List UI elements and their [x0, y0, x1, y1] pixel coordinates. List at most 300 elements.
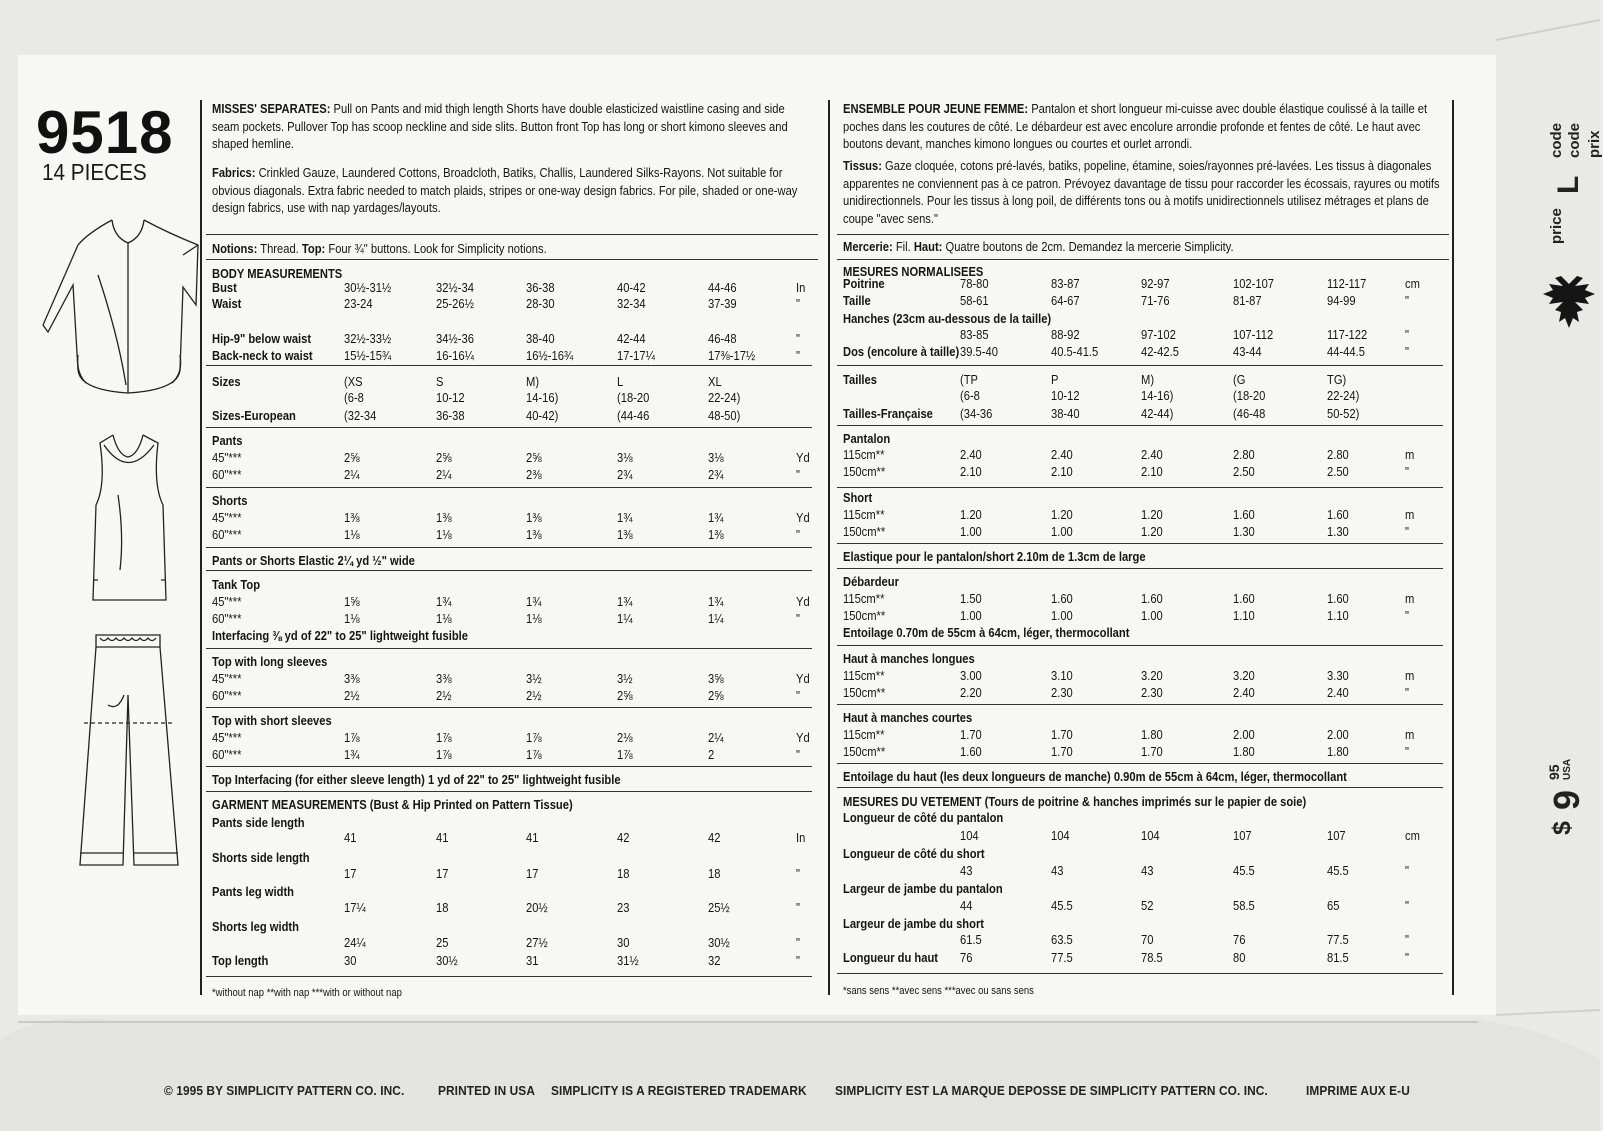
size-cell: 2.40 [1233, 685, 1255, 700]
size-cell: 1⅜ [526, 527, 542, 542]
size-cell: 1.70 [1051, 727, 1073, 742]
size-cell: 37-39 [708, 296, 737, 311]
footnote-en: *without nap **with nap ***with or without nap [212, 987, 402, 999]
size-cell: 81.5 [1327, 950, 1349, 965]
size-cell: 1.00 [960, 608, 982, 623]
size-cell: 1¼ [617, 611, 633, 626]
price-code-letter: L [1552, 175, 1585, 194]
size-cell: 42 [708, 830, 721, 845]
size-cell: 1.10 [1233, 608, 1255, 623]
garment-sketches [38, 215, 208, 895]
size-cell: 2½ [526, 688, 542, 703]
size-cell: 25 [436, 935, 449, 950]
english-panel [212, 0, 824, 1131]
size-cell: 88-92 [1051, 327, 1080, 342]
footer-printed: PRINTED IN USA [438, 1084, 536, 1098]
row-label: Débardeur [843, 574, 899, 589]
size-cell: 1.00 [1051, 524, 1073, 539]
size-cell: 1¾ [526, 594, 542, 609]
unit-cell: " [1405, 327, 1409, 342]
unit-cell: Yd [796, 671, 810, 686]
size-cell: 2⅝ [436, 450, 452, 465]
unit-cell: " [1405, 744, 1409, 759]
row-label: 150cm** [843, 685, 886, 700]
row-label: Haut à manches longues [843, 651, 975, 666]
size-cell: 42 [617, 830, 630, 845]
size-cell: 107 [1327, 828, 1346, 843]
row-label: 60"*** [212, 527, 242, 542]
row-separator [837, 365, 1443, 366]
size-cell: 32 [708, 953, 721, 968]
size-cell: 30½ [708, 935, 730, 950]
size-cell: 1.20 [1141, 507, 1163, 522]
unit-cell: m [1405, 668, 1415, 683]
size-cell: 71-76 [1141, 293, 1170, 308]
size-cell: 76 [1233, 932, 1246, 947]
size-cell: 104 [960, 828, 979, 843]
size-cell: 78-80 [960, 276, 989, 291]
notions-top-label: Haut: [913, 239, 943, 254]
size-cell: 1⅛ [436, 527, 452, 542]
size-cell: 1.70 [960, 727, 982, 742]
size-cell: 2½ [344, 688, 360, 703]
row-label: Longueur de côté du pantalon [843, 810, 1004, 825]
row-label: 60"*** [212, 688, 242, 703]
size-cell: 52 [1141, 898, 1154, 913]
row-separator [837, 543, 1443, 544]
size-cell: 38-40 [1051, 406, 1080, 421]
row-separator [206, 487, 812, 488]
row-label: 60"*** [212, 611, 242, 626]
size-cell: P [1051, 372, 1059, 387]
row-label: Pants leg width [212, 884, 294, 899]
row-label: Sizes-European [212, 408, 296, 423]
size-cell: M) [1141, 372, 1155, 387]
row-label: Shorts leg width [212, 919, 299, 934]
row-label: Shorts [212, 493, 248, 508]
unit-cell: " [796, 900, 800, 915]
size-cell: 2½ [436, 688, 452, 703]
size-cell: 3.30 [1327, 668, 1349, 683]
size-cell: 64-67 [1051, 293, 1080, 308]
size-cell: 44-46 [708, 280, 737, 295]
unit-cell: " [1405, 464, 1409, 479]
description-title: ENSEMBLE POUR JEUNE FEMME: [843, 101, 1029, 116]
notions-top-label: Top: [301, 241, 326, 256]
size-cell: 45.5 [1327, 863, 1349, 878]
size-cell: 30 [617, 935, 630, 950]
fabrics-body: Gaze cloquée, cotons pré-lavés, batiks, popeline, étamine, soies/rayonnes pré-lavées. Les tissus à diagonales apparentes ne conviennent pas à ce patron. Prévoyez davantage de tissu pour raccorder les écossais, rayures ou motifs unidirectionnels. Pour les tissus à long poil, de différents tons ou à motifs unidirectionnels utilisez métrages et plans de coupe "avec sens." [843, 158, 1440, 226]
row-separator [837, 568, 1443, 569]
size-cell: 1⅛ [344, 611, 360, 626]
size-cell: 31 [526, 953, 539, 968]
row-label: 45"*** [212, 450, 242, 465]
size-cell: 2¼ [344, 467, 360, 482]
size-cell: 1⅞ [526, 747, 542, 762]
size-cell: 2.80 [1233, 447, 1255, 462]
size-cell: 14-16) [526, 390, 559, 405]
size-cell: 81-87 [1233, 293, 1262, 308]
row-label: 150cm** [843, 744, 886, 759]
unit-cell: " [796, 688, 800, 703]
footer-imprime: IMPRIME AUX E-U [1306, 1084, 1410, 1098]
size-cell: 92-97 [1141, 276, 1170, 291]
size-cell: 43 [960, 863, 973, 878]
row-label: GARMENT MEASUREMENTS (Bust & Hip Printed on Pattern Tissue) [212, 797, 573, 812]
notions-top-body: Four ¾" buttons. Look for Simplicity notions. [325, 241, 547, 256]
size-cell: 28-30 [526, 296, 555, 311]
size-cell: S [436, 374, 444, 389]
size-cell: 30½-31½ [344, 280, 392, 295]
unit-cell: " [1405, 932, 1409, 947]
row-label: Tank Top [212, 577, 261, 592]
size-cell: 65 [1327, 898, 1340, 913]
unit-cell: In [796, 830, 806, 845]
size-cell: 2¾ [708, 467, 724, 482]
size-cell: 3.20 [1141, 668, 1163, 683]
prix-label: prix [1586, 130, 1603, 158]
size-cell: 102-107 [1233, 276, 1275, 291]
unit-cell: " [796, 527, 800, 542]
row-label: Top with long sleeves [212, 654, 328, 669]
size-cell: 25½ [708, 900, 730, 915]
row-label: 45"*** [212, 730, 242, 745]
size-cell: 1.80 [1141, 727, 1163, 742]
size-cell: 17-17¼ [617, 348, 655, 363]
size-cell: 3½ [526, 671, 542, 686]
french-panel [843, 0, 1448, 1131]
unit-cell: " [1405, 524, 1409, 539]
description-title: MISSES' SEPARATES: [212, 101, 331, 116]
description-fr [843, 100, 1442, 153]
tank-top-sketch [93, 435, 166, 600]
size-cell: 2.00 [1327, 727, 1349, 742]
size-cell: (34-36 [960, 406, 993, 421]
size-cell: 23-24 [344, 296, 373, 311]
size-cell: 94-99 [1327, 293, 1356, 308]
size-cell: (TP [960, 372, 979, 387]
size-cell: 46-48 [708, 331, 737, 346]
size-cell: 97-102 [1141, 327, 1176, 342]
unit-cell: " [1405, 898, 1409, 913]
size-cell: 44-44.5 [1327, 344, 1365, 359]
size-cell: 2.40 [960, 447, 982, 462]
row-label: Top length [212, 953, 269, 968]
notions-body: Fil. [892, 239, 914, 254]
unit-cell: " [1405, 685, 1409, 700]
size-cell: 1⅝ [344, 594, 360, 609]
size-cell: 42-42.5 [1141, 344, 1179, 359]
size-cell: 2⅛ [617, 730, 633, 745]
row-separator [837, 787, 1443, 788]
size-cell: 1.60 [1233, 591, 1255, 606]
size-cell: 1.70 [1141, 744, 1163, 759]
footnote-fr: *sans sens **avec sens ***avec ou sans sens [843, 985, 1034, 997]
unit-cell: " [796, 747, 800, 762]
size-cell: 14-16) [1141, 388, 1174, 403]
size-cell: 1⅛ [344, 527, 360, 542]
size-cell: 40.5-41.5 [1051, 344, 1099, 359]
row-label: 115cm** [843, 507, 885, 522]
size-cell: 17⅜-17½ [708, 348, 756, 363]
row-label: Haut à manches courtes [843, 710, 973, 725]
size-cell: 2.30 [1141, 685, 1163, 700]
row-label: Back-neck to waist [212, 348, 313, 363]
size-cell: (6-8 [960, 388, 980, 403]
unit-cell: Yd [796, 594, 810, 609]
row-label: 150cm** [843, 464, 886, 479]
size-cell: 83-85 [960, 327, 989, 342]
size-cell: 3½ [617, 671, 633, 686]
size-cell: 1.00 [1051, 608, 1073, 623]
size-cell: 2⅝ [617, 688, 633, 703]
row-label: Pants or Shorts Elastic 2¼ yd ½" wide [212, 553, 415, 568]
unit-cell: " [796, 866, 800, 881]
size-cell: 3.00 [960, 668, 982, 683]
unit-cell: " [1405, 863, 1409, 878]
row-separator [206, 365, 812, 366]
size-cell: 1.60 [1233, 507, 1255, 522]
row-separator [206, 648, 812, 649]
size-cell: 112-117 [1327, 276, 1367, 291]
row-separator [206, 570, 812, 571]
price-code-label: price [1548, 208, 1565, 244]
size-cell: 2.30 [1051, 685, 1073, 700]
size-cell: 15½-15¾ [344, 348, 392, 363]
size-cell: 1.70 [1051, 744, 1073, 759]
size-cell: 78.5 [1141, 950, 1163, 965]
row-label: Top with short sleeves [212, 713, 332, 728]
unit-cell: " [1405, 344, 1409, 359]
size-cell: 1⅛ [436, 611, 452, 626]
size-cell: 1.60 [1051, 591, 1073, 606]
row-label: 150cm** [843, 608, 886, 623]
size-cell: 2.20 [960, 685, 982, 700]
price-main: 9 [1546, 789, 1587, 810]
size-cell: 1.20 [1051, 507, 1073, 522]
size-cell: 22-24) [1327, 388, 1360, 403]
size-cell: 16-16¼ [436, 348, 474, 363]
unit-cell: " [796, 467, 800, 482]
size-cell: 32½-33½ [344, 331, 392, 346]
row-label: Pants side length [212, 815, 305, 830]
row-label: Waist [212, 296, 242, 311]
size-cell: 10-12 [436, 390, 465, 405]
body-measurements-heading: BODY MEASUREMENTS [212, 266, 343, 281]
row-label: Hanches (23cm au-dessous de la taille) [843, 311, 1052, 326]
size-cell: 38-40 [526, 331, 555, 346]
row-label: Shorts side length [212, 850, 310, 865]
size-cell: M) [526, 374, 540, 389]
size-cell: 1.80 [1327, 744, 1349, 759]
size-cell: 1⅜ [526, 510, 542, 525]
size-cell: (32-34 [344, 408, 377, 423]
unit-cell: " [796, 296, 800, 311]
row-label: Tailles [843, 372, 877, 387]
row-label: Bust [212, 280, 237, 295]
size-cell: 117-122 [1327, 327, 1368, 342]
size-cell: (6-8 [344, 390, 364, 405]
row-label: Pantalon [843, 431, 891, 446]
size-cell: 50-52) [1327, 406, 1360, 421]
size-cell: 42-44 [617, 331, 646, 346]
size-cell: 41 [526, 830, 539, 845]
size-cell: 31½ [617, 953, 639, 968]
size-cell: 1⅜ [436, 510, 452, 525]
unit-cell: In [796, 280, 806, 295]
notions-body: Thread. [257, 241, 302, 256]
size-cell: (XS [344, 374, 363, 389]
size-cell: 27½ [526, 935, 548, 950]
size-cell: 1¾ [708, 510, 724, 525]
size-cell: (18-20 [617, 390, 650, 405]
size-cell: 107-112 [1233, 327, 1274, 342]
row-label: Entoilage du haut (les deux longueurs de manche) 0.90m de 55cm à 64cm, léger, thermocollant [843, 769, 1347, 784]
price-cents: 95 [1546, 764, 1562, 780]
size-cell: 104 [1051, 828, 1070, 843]
size-cell: 3⅜ [436, 671, 452, 686]
size-cell: 2⅜ [526, 467, 542, 482]
size-cell: XL [708, 374, 722, 389]
code-label-2: code [1566, 122, 1583, 158]
size-cell: 2.10 [1141, 464, 1163, 479]
size-cell: 2¼ [708, 730, 724, 745]
footer-trademark: SIMPLICITY IS A REGISTERED TRADEMARK [551, 1084, 807, 1098]
row-label: Sizes [212, 374, 241, 389]
size-cell: 2.50 [1233, 464, 1255, 479]
row-label: Short [843, 490, 873, 505]
size-cell: 22-24) [708, 390, 741, 405]
size-cell: 80 [1233, 950, 1246, 965]
size-cell: 1.60 [960, 744, 982, 759]
size-cell: 2.80 [1327, 447, 1349, 462]
row-separator [837, 704, 1443, 705]
size-cell: 2.40 [1141, 447, 1163, 462]
size-cell: 48-50) [708, 408, 741, 423]
size-cell: 41 [436, 830, 449, 845]
row-label: Dos (encolure à taille) [843, 344, 960, 359]
description-en [212, 100, 811, 153]
size-cell: 1.60 [1327, 507, 1349, 522]
row-label: 115cm** [843, 668, 885, 683]
size-cell: 83-87 [1051, 276, 1080, 291]
size-cell: 1.60 [1327, 591, 1349, 606]
row-label: Taille [843, 293, 871, 308]
size-cell: 1¾ [344, 747, 360, 762]
fabrics-en [212, 164, 811, 217]
size-cell: 63.5 [1051, 932, 1073, 947]
size-cell: 17 [344, 866, 357, 881]
size-cell: 45.5 [1051, 898, 1073, 913]
fabrics-fr [843, 157, 1442, 227]
size-cell: 17¼ [344, 900, 366, 915]
size-cell: 2 [708, 747, 715, 762]
price-dollar: $ [1548, 821, 1576, 835]
size-cell: 45.5 [1233, 863, 1255, 878]
size-cell: 25-26½ [436, 296, 474, 311]
size-cell: 2.40 [1051, 447, 1073, 462]
row-separator [837, 763, 1443, 764]
size-cell: 32-34 [617, 296, 646, 311]
unit-cell: Yd [796, 450, 810, 465]
row-separator [206, 766, 812, 767]
unit-cell: " [796, 611, 800, 626]
size-cell: 1.60 [1141, 591, 1163, 606]
unit-cell: " [796, 331, 800, 346]
size-cell: 1⅞ [617, 747, 633, 762]
size-cell: 43-44 [1233, 344, 1262, 359]
size-cell: 18 [617, 866, 630, 881]
size-cell: 1⅜ [344, 510, 360, 525]
description-body: Pull on Pants and mid thigh length Shorts have double elasticized waistline casing and side seam pockets. Pullover Top has scoop neckline and side slits. Button front Top has long or short kimono sleeves and shaped hemline. [212, 101, 788, 151]
size-cell: 3⅝ [708, 671, 724, 686]
size-cell: 18 [436, 900, 449, 915]
right-panel-rule [1452, 100, 1454, 995]
fabrics-body: Crinkled Gauze, Laundered Cottons, Broadcloth, Batiks, Challis, Laundered Silks-Rayons. Not suitable for obvious diagonals. Extra fabric needed to match plaids, stripes or one-way design fabrics. For pile, shaded or one-way design fabrics, use with nap yardages/layouts. [212, 165, 798, 215]
size-cell: 3.10 [1051, 668, 1073, 683]
size-cell: 1.30 [1327, 524, 1349, 539]
size-cell: 23 [617, 900, 630, 915]
row-label: 115cm** [843, 727, 885, 742]
size-cell: 20½ [526, 900, 548, 915]
pattern-number: 9518 [36, 99, 174, 166]
size-cell: (G [1233, 372, 1246, 387]
size-cell: 2.10 [1051, 464, 1073, 479]
size-cell: 24¼ [344, 935, 366, 950]
size-cell: 1¾ [617, 510, 633, 525]
code-label-1: code [1548, 122, 1565, 158]
size-cell: 1⅞ [436, 730, 452, 745]
price-country: USA [1562, 758, 1573, 780]
size-cell: 1.20 [1141, 524, 1163, 539]
size-cell: 1¾ [436, 594, 452, 609]
size-cell: 30½ [436, 953, 458, 968]
pattern-pieces: 14 PIECES [42, 159, 147, 185]
size-cell: 3⅜ [344, 671, 360, 686]
size-cell: 1⅞ [526, 730, 542, 745]
description-body: Pantalon et short longueur mi-cuisse avec double élastique coulissé à la taille et poches dans les coutures de côté. Le débardeur est avec encolure arrondie profonde et fentes de côté. Le haut avec boutons devant, manches kimono longues ou courtes et ourlet arrondi. [843, 101, 1428, 151]
size-cell: (44-46 [617, 408, 650, 423]
row-label: 60"*** [212, 747, 242, 762]
size-cell: 104 [1141, 828, 1160, 843]
size-cell: 1⅞ [344, 730, 360, 745]
button-top-sketch [43, 220, 198, 393]
size-cell: (18-20 [1233, 388, 1266, 403]
size-cell: 1¾ [617, 594, 633, 609]
size-cell: 1.80 [1233, 744, 1255, 759]
body-measurements-heading: MESURES NORMALISEES [843, 264, 984, 279]
row-label: 45"*** [212, 594, 242, 609]
size-cell: 32½-34 [436, 280, 474, 295]
size-cell: L [617, 374, 624, 389]
size-cell: 2.40 [1327, 685, 1349, 700]
unit-cell: " [796, 953, 800, 968]
size-cell: 2¾ [617, 467, 633, 482]
size-cell: 16½-16¾ [526, 348, 574, 363]
row-separator [837, 487, 1443, 488]
size-cell: 40-42 [617, 280, 646, 295]
size-cell: 44 [960, 898, 973, 913]
size-cell: 61.5 [960, 932, 982, 947]
notions-title: Mercerie: [843, 239, 893, 254]
row-label: Elastique pour le pantalon/short 2.10m de 1.3cm de large [843, 549, 1146, 564]
unit-cell: m [1405, 447, 1415, 462]
unit-cell: " [1405, 608, 1409, 623]
size-cell: 2¼ [436, 467, 452, 482]
size-cell: 3⅛ [708, 450, 724, 465]
row-label: Poitrine [843, 276, 885, 291]
size-cell: (46-48 [1233, 406, 1266, 421]
